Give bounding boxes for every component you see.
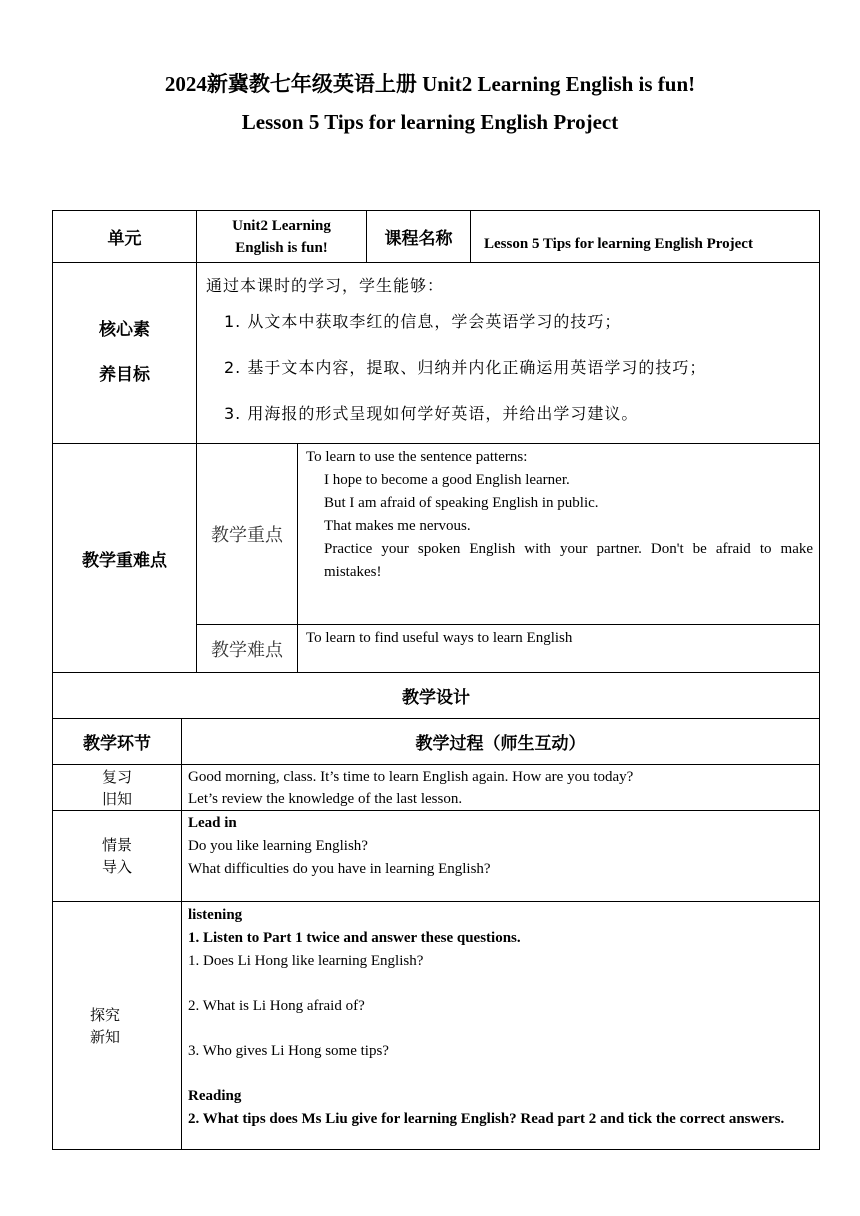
question-3: 3. Who gives Li Hong some tips? [188, 1043, 389, 1059]
focus-line-2: But I am afraid of speaking English in public. [324, 495, 599, 511]
unit-label: 单元 [53, 211, 197, 263]
lead-line-2: What difficulties do you have in learning English? [188, 861, 491, 877]
goals-label [53, 263, 197, 444]
review-label-line1: 复习 [101, 767, 132, 786]
lead-row [53, 811, 820, 902]
key-points-label: 教学重难点 [53, 444, 197, 673]
difficulty-label: 教学难点 [197, 625, 298, 673]
review-label-line2: 旧知 [101, 789, 132, 808]
explore-stage [53, 902, 182, 1150]
lead-heading: Lead in [188, 815, 237, 831]
review-row [53, 765, 820, 811]
reading-heading: Reading [188, 1088, 242, 1104]
goals-label-line1: 核心素 [99, 320, 150, 340]
question-1: 1. Does Li Hong like learning English? [188, 953, 424, 969]
design-columns-row [53, 719, 820, 765]
goal-item-1: 1. 从文本中获取李红的信息，学会英语学习的技巧； [224, 312, 622, 331]
review-line-2: Let’s review the knowledge of the last lesson. [188, 790, 463, 807]
review-content [182, 765, 820, 811]
course-label: 课程名称 [367, 211, 471, 263]
design-heading: 教学设计 [53, 673, 820, 719]
design-table [52, 672, 820, 1150]
focus-intro: To learn to use the sentence patterns: [306, 449, 528, 465]
process-column-header: 教学过程（师生互动） [182, 719, 820, 765]
goals-content [197, 263, 820, 444]
lead-line-1: Do you like learning English? [188, 838, 368, 854]
explore-label-line2: 新知 [89, 1027, 120, 1046]
unit-value-line2: English is fun! [235, 239, 328, 256]
design-heading-row [53, 673, 820, 719]
review-stage [53, 765, 182, 811]
goals-label-line2: 养目标 [99, 365, 150, 385]
focus-label: 教学重点 [197, 444, 298, 625]
question-2: 2. What is Li Hong afraid of? [188, 998, 365, 1014]
difficulty-text: To learn to find useful ways to learn English [298, 625, 820, 673]
lead-label-line1: 情景 [101, 836, 132, 854]
unit-value-line1: Unit2 Learning [232, 217, 331, 234]
goals-intro: 通过本课时的学习，学生能够： [206, 276, 445, 295]
lead-label-line2: 导入 [101, 858, 132, 876]
explore-content [182, 902, 820, 1150]
listening-heading: listening [188, 907, 243, 923]
explore-label-line1: 探究 [89, 1005, 120, 1024]
review-line-1: Good morning, class. It’s time to learn English again. How are you today? [188, 768, 634, 785]
course-value: Lesson 5 Tips for learning English Project [471, 211, 820, 263]
lesson-info-table [52, 210, 820, 673]
focus-content [298, 444, 820, 625]
reading-task: 2. What tips does Ms Liu give for learning English? Read part 2 and tick the correct answers. [188, 1111, 785, 1127]
focus-line-4: Practice your spoken English with your partner. Don't be afraid to make mistakes! [324, 541, 814, 580]
goal-item-3: 3. 用海报的形式呈现如何学好英语，并给出学习建议。 [224, 404, 639, 423]
unit-value [197, 211, 367, 263]
focus-line-3: That makes me nervous. [324, 518, 471, 534]
unit-row [53, 211, 820, 263]
stage-column-header: 教学环节 [53, 719, 182, 765]
document-subtitle: Lesson 5 Tips for learning English Project [241, 110, 619, 134]
focus-line-1: I hope to become a good English learner. [324, 472, 570, 488]
document-title: 2024新冀教七年级英语上册 Unit2 Learning English is fun! [164, 72, 696, 96]
explore-row [53, 902, 820, 1150]
goals-row [53, 263, 820, 444]
focus-row [53, 444, 820, 625]
goal-item-2: 2. 基于文本内容，提取、归纳并内化正确运用英语学习的技巧； [224, 358, 707, 377]
listening-task: 1. Listen to Part 1 twice and answer these questions. [188, 930, 521, 946]
lead-content [182, 811, 820, 902]
lead-stage [53, 811, 182, 902]
